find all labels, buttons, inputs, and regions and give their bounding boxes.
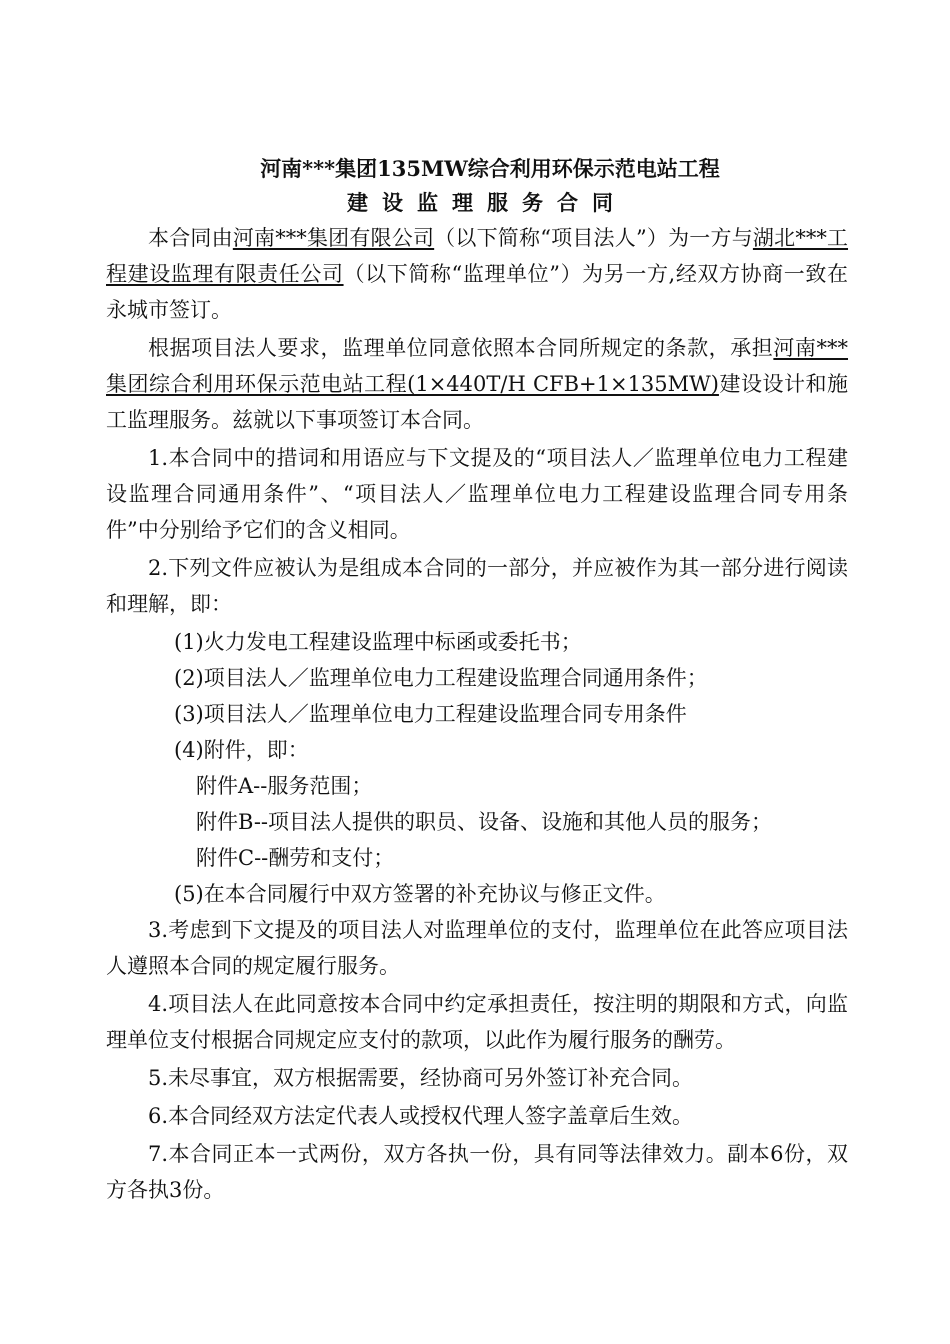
clause-5: 5.未尽事宜，双方根据需要，经协商可另外签订补充合同。 <box>148 1066 694 1090</box>
doc-item-3: (3)项目法人／监理单位电力工程建设监理合同专用条件 <box>174 702 687 726</box>
attachment-b: 附件B--项目法人提供的职员、设备、设施和其他人员的服务； <box>196 810 773 834</box>
intro-paragraph <box>106 220 848 328</box>
clause-1: 1.本合同中的措词和用语应与下文提及的“项目法人／监理单位电力工程建设监理合同通用条件”、“项目法人／监理单位电力工程建设监理合同专用条件”中分别给予它们的含义相同。 <box>106 446 848 542</box>
project-name: 河南***集团综合利用环保示范电站工程(1×440T/H CFB+1×135MW) <box>106 336 849 396</box>
party-b-name: 湖北***工程建设监理有限责任公司 <box>106 226 849 286</box>
doc-item-4: (4)附件，即： <box>174 738 309 762</box>
intro-text-3: （以下简称“监理单位”）为另一方,经双方协商一致在永城市签订。 <box>106 262 849 322</box>
basis-paragraph <box>106 330 848 438</box>
document-subtitle: 建设监理服务合同 <box>347 190 627 215</box>
attachment-c: 附件C--酬劳和支付； <box>196 846 395 870</box>
contract-page <box>106 152 848 1210</box>
attachment-a: 附件A--服务范围； <box>196 774 373 798</box>
intro-text-2: （以下简称“项目法人”）为一方与 <box>434 226 753 250</box>
doc-item-1: (1)火力发电工程建设监理中标函或委托书； <box>174 630 582 654</box>
clause-3: 3.考虑到下文提及的项目法人对监理单位的支付，监理单位在此答应项目法人遵照本合同的规定履行服务。 <box>106 918 848 978</box>
intro-text-1: 本合同由 <box>148 226 233 250</box>
doc-item-5: (5)在本合同履行中双方签署的补充协议与修正文件。 <box>174 882 666 906</box>
clause-2: 2.下列文件应被认为是组成本合同的一部分，并应被作为其一部分进行阅读和理解，即： <box>106 556 848 616</box>
clause-7: 7.本合同正本一式两份，双方各执一份，具有同等法律效力。副本6份，双方各执3份。 <box>106 1142 848 1202</box>
clause-4: 4.项目法人在此同意按本合同中约定承担责任，按注明的期限和方式，向监理单位支付根据合同规定应支付的款项，以此作为履行服务的酬劳。 <box>106 992 848 1052</box>
clause-6: 6.本合同经双方法定代表人或授权代理人签字盖章后生效。 <box>148 1104 694 1128</box>
document-title: 河南***集团135MW综合利用环保示范电站工程 <box>260 156 720 181</box>
basis-text-2: 建设设计和施工监理服务。兹就以下事项签订本合同。 <box>106 372 848 432</box>
basis-text-1: 根据项目法人要求，监理单位同意依照本合同所规定的条款，承担 <box>148 336 774 360</box>
doc-item-2: (2)项目法人／监理单位电力工程建设监理合同通用条件； <box>174 666 708 690</box>
party-a-name: 河南***集团有限公司 <box>232 226 435 250</box>
